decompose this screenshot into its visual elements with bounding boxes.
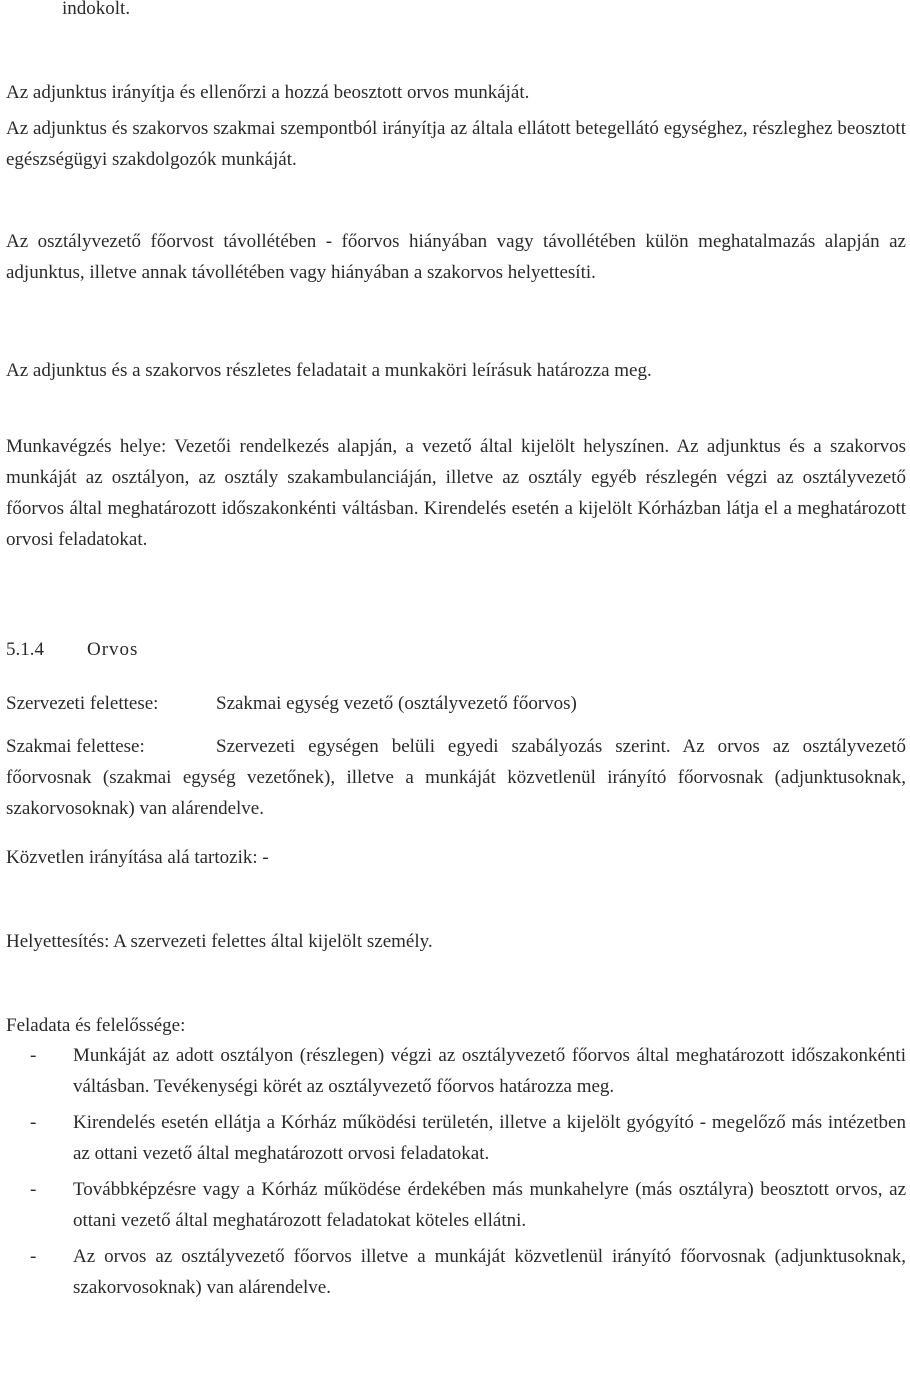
paragraph-substitution: Az osztályvezető főorvost távollétében - főorvos hiányában vagy távollétében külön meghatalmazás alapján az adjunktus, illetve annak távollétében vagy hiányában a szakorvos helyettesíti. — [6, 231, 906, 283]
organizational-superior-value: Szakmai egység vezető (osztályvezető főorvos) — [216, 693, 577, 714]
duty-text: Munkáját az adott osztályon (részlegen) végzi az osztályvezető főorvos által meghatározott időszakonkénti váltásban. Tevékenységi körét az osztályvezető főorvos határozza meg. — [73, 1045, 906, 1097]
duty-text: Az orvos az osztályvezető főorvos illetve a munkáját közvetlenül irányító főorvosnak (adjunktusoknak, szakorvosoknak) van alárendelve. — [73, 1246, 906, 1298]
list-item — [30, 1174, 906, 1236]
list-item — [30, 1040, 906, 1102]
list-item — [30, 1107, 906, 1169]
duty-text: Továbbképzésre vagy a Kórház működése érdekében más munkahelyre (más osztályra) beosztott orvos, az ottani vezető által meghatározott feladatokat köteles ellátni. — [73, 1179, 906, 1231]
paragraph-adjunktus-supervision: Az adjunktus irányítja és ellenőrzi a hozzá beosztott orvos munkáját. — [6, 82, 530, 103]
direct-subordinates-text: Közvetlen irányítása alá tartozik: - — [6, 847, 269, 868]
dash-bullet: - — [30, 1045, 37, 1066]
section-number: 5.1.4 — [6, 639, 44, 660]
organizational-superior-row — [6, 688, 906, 719]
professional-superior-row — [6, 731, 906, 824]
paragraph-adjunktus-professional: Az adjunktus és szakorvos szakmai szempontból irányítja az általa ellátott betegellátó egységhez, részleghez beosztott egészségügyi szakdolgozók munkáját. — [6, 118, 906, 170]
list-item — [30, 1241, 906, 1303]
duties-list — [30, 1040, 906, 1303]
professional-superior-label: Szakmai felettese: — [6, 736, 145, 757]
section-title: Orvos — [87, 639, 139, 660]
paragraph-work-location: Munkavégzés helye: Vezetői rendelkezés alapján, a vezető által kijelölt helyszínen. Az adjunktus és a szakorvos munkáját az osztályon, az osztály szakambulanciáján, illetve az osztály egyéb részlegén végzi az osztályvezető főorvos által meghatározott időszakonkénti váltásban. Kirendelés esetén a kijelölt Kórházban látja el a meghatározott orvosi feladatokat. — [6, 436, 906, 550]
organizational-superior-label: Szervezeti felettese: — [6, 693, 159, 714]
duties-heading: Feladata és felelőssége: — [6, 1015, 186, 1036]
dash-bullet: - — [30, 1112, 37, 1133]
top-fragment-text: indokolt. — [62, 0, 131, 19]
professional-superior-value: Szervezeti egységen belüli egyedi szabályozás szerint. Az orvos az osztályvezető főorvosnak (szakmai egység vezetőnek), illetve a munkáját közvetlenül irányító főorvosnak (adjunktusoknak, szakorvosoknak) van alárendelve. — [6, 736, 906, 819]
duty-text: Kirendelés esetén ellátja a Kórház működési területén, illetve a kijelölt gyógyító - megelőző más intézetben az ottani vezető által meghatározott orvosi feladatokat. — [73, 1112, 906, 1164]
dash-bullet: - — [30, 1246, 37, 1267]
paragraph-detailed-duties: Az adjunktus és a szakorvos részletes feladatait a munkaköri leírásuk határozza meg. — [6, 360, 652, 381]
substitution-text: Helyettesítés: A szervezeti felettes által kijelölt személy. — [6, 931, 433, 952]
dash-bullet: - — [30, 1179, 37, 1200]
